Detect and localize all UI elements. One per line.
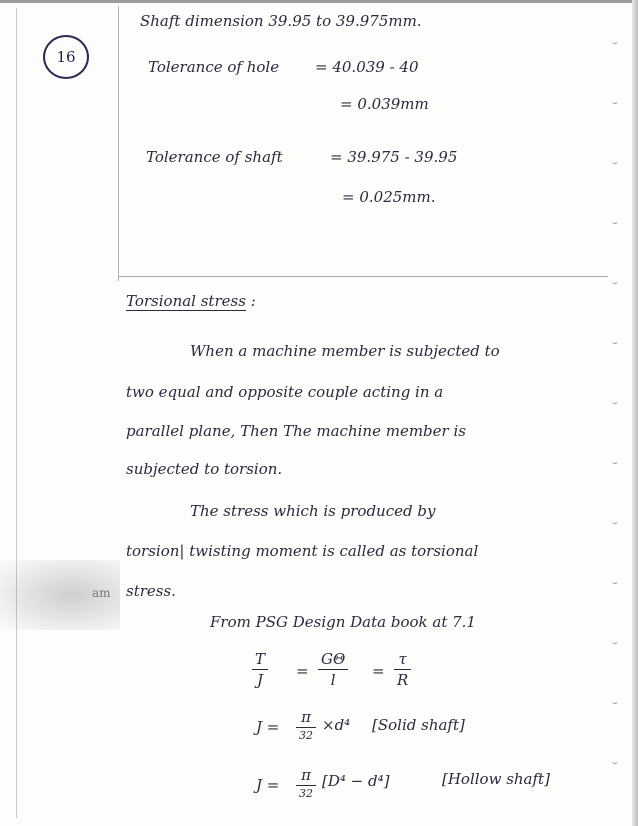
- hollow-shaft-rhs: [D⁴ − d⁴]: [322, 772, 390, 790]
- hollow-shaft-note: [Hollow shaft]: [442, 770, 550, 788]
- binding-hole: [612, 100, 618, 104]
- solid-shaft-rhs: ×d⁴: [322, 716, 351, 734]
- denominator: 32: [299, 729, 313, 743]
- fraction-tau-over-r: [394, 650, 411, 689]
- top-edge: [0, 0, 638, 3]
- tolerance-shaft-expr: = 39.975 - 39.95: [330, 148, 458, 166]
- binding-hole: [612, 580, 618, 584]
- psg-reference: From PSG Design Data book at 7.1: [210, 613, 476, 631]
- equals-sign: =: [296, 662, 309, 680]
- tolerance-shaft-label: Tolerance of shaft: [146, 148, 283, 166]
- binding-hole: [612, 160, 618, 164]
- fraction-gtheta-over-l: [318, 650, 348, 689]
- binding-hole: [612, 640, 618, 644]
- page-number: 16: [56, 48, 76, 66]
- left-rule-line: [16, 8, 17, 818]
- shaft-dimension-line: Shaft dimension 39.95 to 39.975mm.: [140, 12, 422, 30]
- paragraph-line: parallel plane, Then The machine member is: [126, 422, 466, 440]
- binding-hole: [612, 700, 618, 704]
- heading-text: Torsional stress: [126, 292, 246, 310]
- binding-hole: [612, 280, 618, 284]
- fraction-pi-over-32: [296, 708, 316, 742]
- paragraph-line: two equal and opposite couple acting in a: [126, 383, 444, 401]
- heading-colon: :: [250, 292, 256, 310]
- section-heading: [126, 292, 256, 310]
- numerator: τ: [398, 650, 407, 668]
- denominator: 32: [299, 787, 313, 801]
- denominator: R: [397, 671, 409, 690]
- tolerance-hole-label: Tolerance of hole: [148, 58, 280, 76]
- binding-hole: [612, 340, 618, 344]
- polar-moment-lhs: J =: [256, 776, 280, 794]
- paragraph-line: torsion| twisting moment is called as torsional: [126, 542, 479, 560]
- numerator: π: [301, 766, 311, 784]
- tolerance-hole-expr: = 40.039 - 40: [315, 58, 419, 76]
- polar-moment-lhs: J =: [256, 718, 280, 736]
- margin-line: [118, 6, 119, 281]
- binding-hole: [612, 520, 618, 524]
- binding-hole: [612, 40, 618, 44]
- numerator: π: [301, 708, 311, 726]
- denominator: J: [257, 671, 264, 690]
- equals-sign: =: [372, 662, 385, 680]
- paragraph-line: stress.: [126, 582, 176, 600]
- numerator: GΘ: [321, 650, 346, 668]
- solid-shaft-note: [Solid shaft]: [372, 716, 465, 734]
- binding-hole: [612, 460, 618, 464]
- scan-smudge: [0, 560, 120, 630]
- page-number-circle: [43, 35, 89, 79]
- numerator: T: [255, 650, 266, 668]
- binding-hole: [612, 760, 618, 764]
- paragraph-line: When a machine member is subjected to: [190, 342, 500, 360]
- tolerance-hole-result: = 0.039mm: [340, 95, 429, 113]
- fraction-pi-over-32: [296, 766, 316, 800]
- fraction-t-over-j: [252, 650, 268, 689]
- binding-hole: [612, 220, 618, 224]
- binding-hole: [612, 400, 618, 404]
- denominator: l: [330, 671, 336, 690]
- paragraph-line: The stress which is produced by: [190, 502, 436, 520]
- paragraph-line: subjected to torsion.: [126, 460, 283, 478]
- section-divider: [118, 276, 608, 277]
- binding-edge: [632, 0, 638, 826]
- tolerance-shaft-result: = 0.025mm.: [342, 188, 436, 206]
- smudge-text: am: [92, 586, 111, 600]
